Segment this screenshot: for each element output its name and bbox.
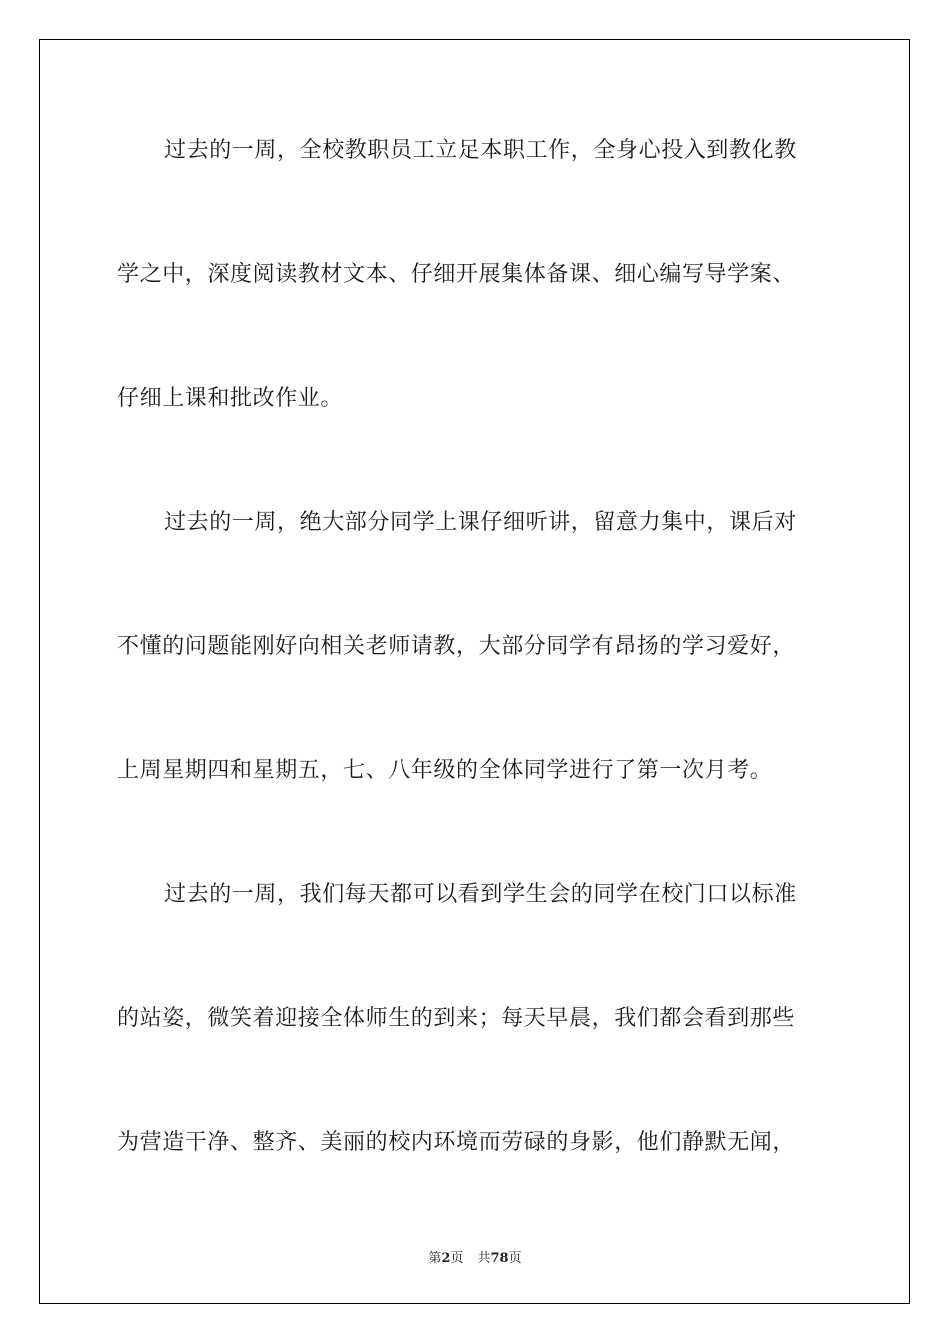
paragraph-line: 过去的一周，我们每天都可以看到学生会的同学在校门口以标准 (164, 882, 797, 907)
paragraph-line: 不懂的问题能刚好向相关老师请教，大部分同学有昂扬的学习爱好， (117, 634, 796, 659)
page-suffix: 页 (450, 1251, 464, 1266)
page-number: 2 (441, 1251, 451, 1266)
paragraph-line: 上周星期四和星期五，七、八年级的全体同学进行了第一次月考。 (117, 758, 773, 783)
paragraph-line: 学之中，深度阅读教材文本、仔细开展集体备课、细心编写导学案、 (117, 262, 796, 287)
page-prefix: 第 (428, 1251, 442, 1266)
page-footer (0, 1247, 950, 1266)
paragraph-line: 为营造干净、整齐、美丽的校内环境而劳碌的身影，他们静默无闻， (117, 1130, 796, 1155)
paragraph-line: 过去的一周，全校教职员工立足本职工作，全身心投入到教化教 (164, 138, 797, 163)
paragraph-line: 仔细上课和批改作业。 (117, 386, 344, 411)
total-prefix: 共 (477, 1251, 491, 1266)
page-border (39, 39, 910, 1304)
total-suffix: 页 (508, 1251, 522, 1266)
paragraph-line: 过去的一周，绝大部分同学上课仔细听讲，留意力集中，课后对 (164, 510, 797, 535)
total-pages: 78 (490, 1251, 509, 1266)
paragraph-line: 的站姿，微笑着迎接全体师生的到来；每天早晨，我们都会看到那些 (117, 1006, 796, 1031)
